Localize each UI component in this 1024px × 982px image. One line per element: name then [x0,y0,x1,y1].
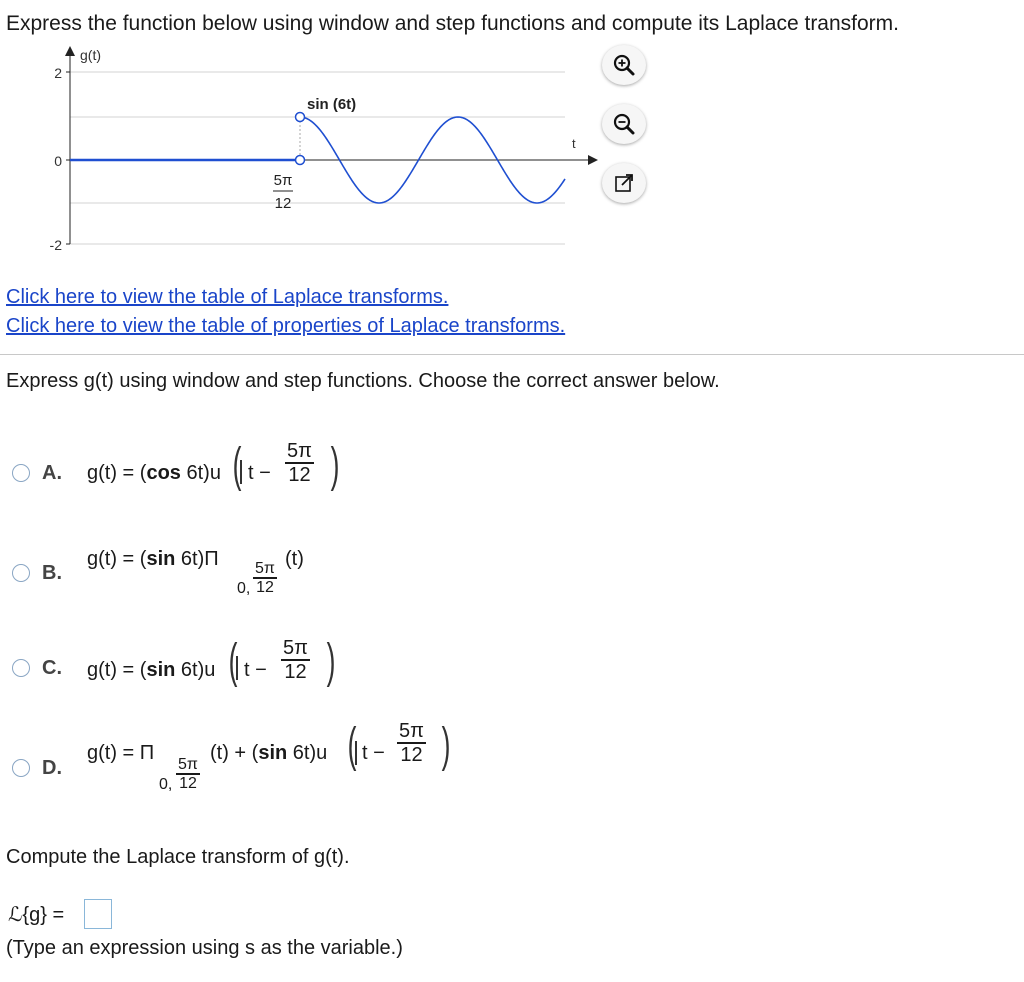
option-d-radio[interactable] [12,759,30,777]
left-paren: ( [347,719,357,772]
formula-text: 6t)Π [175,548,219,570]
function-graph [0,38,660,258]
y-axis-arrow [65,46,75,56]
part2-prompt: Compute the Laplace transform of g(t). [6,846,350,868]
option-a-letter: A. [42,462,62,484]
right-paren: ) [330,439,340,492]
formula-text: 6t)u [287,742,328,764]
y-tick-label: 2 [54,65,62,81]
option-d-formula [210,742,327,765]
y-tick-label: 0 [54,153,62,169]
fraction-numerator: 5π [283,637,308,659]
formula-text: 6t)u [180,462,221,484]
x-axis-label: t [572,136,576,151]
function-name: sin [146,659,176,681]
option-d-letter: D. [42,757,62,779]
option-d-t: t − [362,742,385,764]
option-c-t: t − [244,659,267,681]
option-b-letter: B. [42,562,62,584]
option-a-t: t − [248,462,271,484]
question-text: Express the function below using window and step functions and compute its Laplace transform. [6,12,900,35]
option-a-radio[interactable] [12,464,30,482]
option-a-formula [87,462,221,485]
fraction-numerator: 5π [178,756,198,773]
fraction-denominator: 12 [284,660,307,683]
right-paren: ) [326,635,336,688]
zoom-in-button[interactable] [602,45,646,85]
answer-input[interactable] [84,899,112,929]
laplace-table-link[interactable]: Click here to view the table of Laplace transforms. [6,286,449,308]
fraction-denominator: 12 [179,774,197,792]
option-c-radio[interactable] [12,659,30,677]
option-d-fraction [397,720,426,766]
part1-prompt: Express g(t) using window and step functions. Choose the correct answer below. [6,370,720,392]
fraction-denominator: 12 [400,743,423,766]
option-d-subscript-fraction [176,756,200,792]
formula-text: 6t)u [175,659,216,681]
answer-hint: (Type an expression using s as the variable.) [6,937,403,959]
option-b-formula [87,548,219,571]
option-d-lhs: g(t) = Π [87,742,155,764]
open-endpoint [296,113,305,122]
formula-text: g(t) = ( [87,548,147,570]
window-subscript-prefix: 0, [159,776,173,793]
open-endpoint [296,156,305,165]
fraction-denominator: 12 [288,463,311,486]
left-paren: ( [228,635,238,688]
external-link-icon [613,172,635,194]
option-b-arg: (t) [285,548,304,570]
formula-text: g(t) = ( [87,659,147,681]
formula-text: g(t) = ( [87,462,147,484]
zoom-out-icon [612,112,636,136]
zoom-out-button[interactable] [602,104,646,144]
option-c-formula [87,659,215,682]
x-axis-arrow [588,155,598,165]
section-divider [0,354,1024,355]
function-name: sin [258,742,288,764]
fraction-numerator: 5π [255,560,275,577]
y-tick-label: -2 [49,237,62,253]
option-c-letter: C. [42,657,62,679]
left-paren: ( [232,439,242,492]
answer-label: ℒ{g} = [8,904,65,926]
function-name: sin [146,548,176,570]
window-subscript-prefix: 0, [237,580,251,597]
option-a-fraction [285,440,314,486]
curve-label: sin (6t) [307,96,357,113]
laplace-properties-link[interactable]: Click here to view the table of properties of Laplace transforms. [6,315,566,337]
fraction-numerator: 5π [399,720,424,742]
option-b-subscript-fraction [253,560,277,596]
fraction-numerator: 5π [287,440,312,462]
option-b-radio[interactable] [12,564,30,582]
open-new-window-button[interactable] [602,163,646,203]
zoom-in-icon [612,53,636,77]
formula-text: (t) + ( [210,742,259,764]
right-paren: ) [441,719,451,772]
option-c-fraction [281,637,310,683]
y-axis-label: g(t) [80,47,101,63]
fraction-denominator: 12 [256,578,274,596]
jump-label-den: 12 [274,195,292,212]
function-name: cos [146,462,181,484]
jump-label-num: 5π [273,172,293,189]
